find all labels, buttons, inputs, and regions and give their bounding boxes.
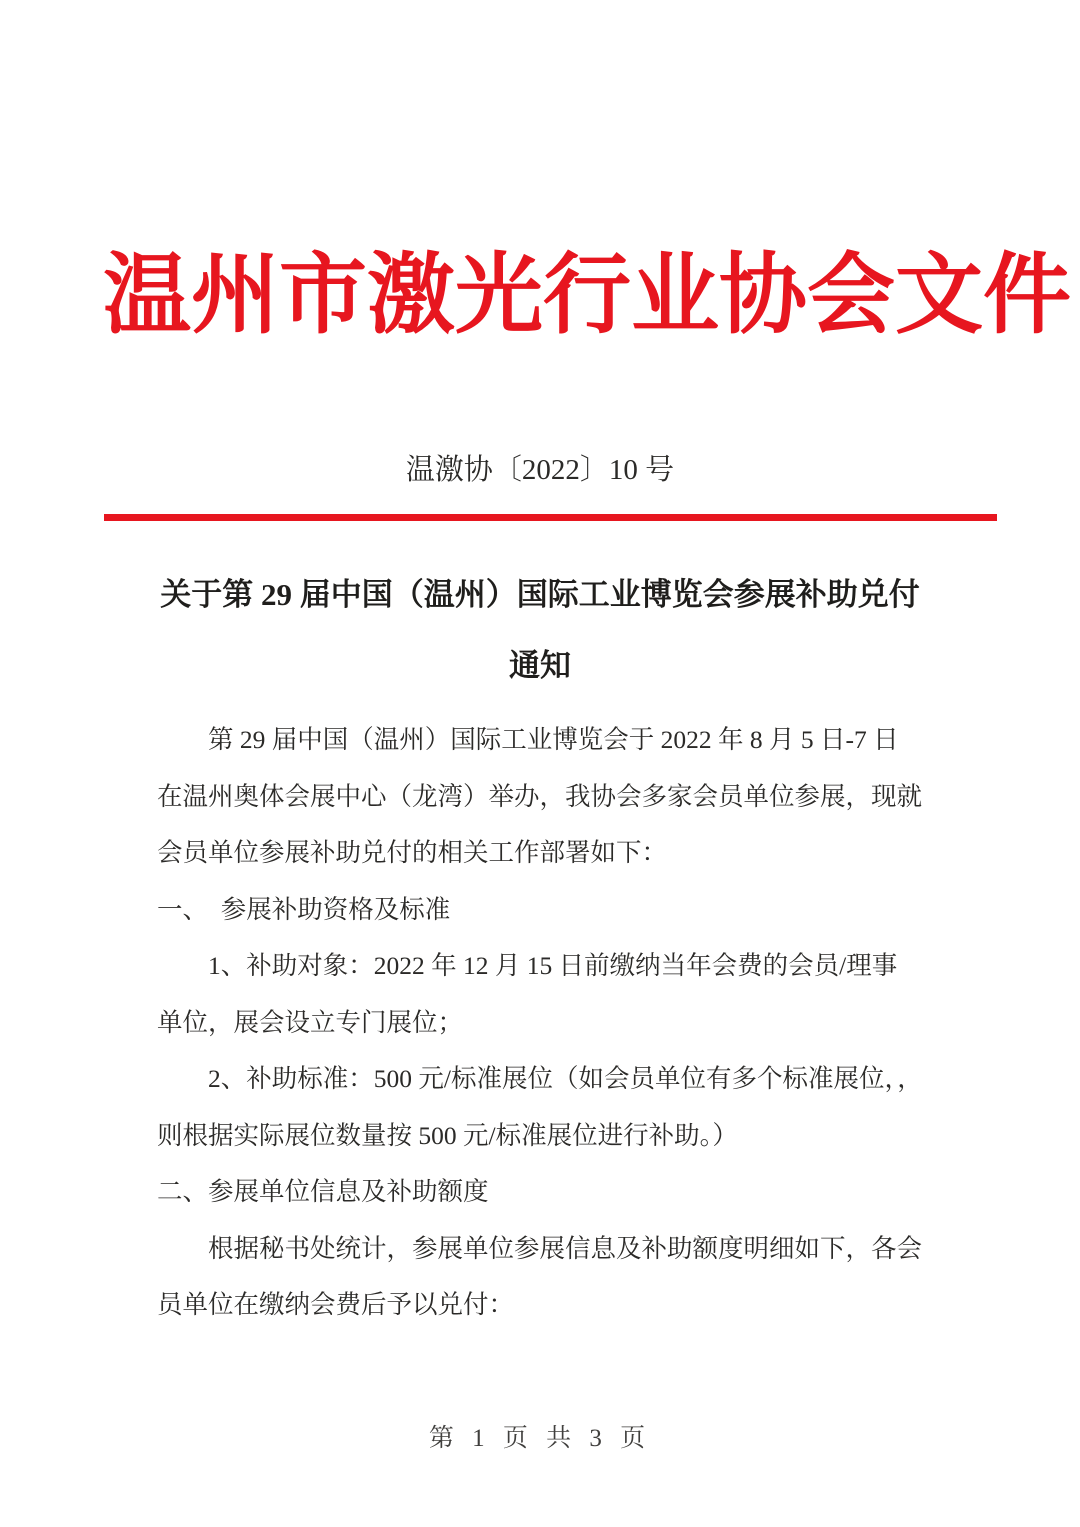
doc-number: 温激协〔2022〕10 号 xyxy=(405,454,675,486)
red-separator-line xyxy=(104,514,997,521)
document-body xyxy=(157,712,927,1334)
body-line: 1、补助对象：2022 年 12 月 15 日前缴纳当年会费的会员/理事 xyxy=(208,951,898,980)
page-footer: 第 1 页 共 3 页 xyxy=(428,1425,652,1452)
body-line-section-2: 二、参展单位信息及补助额度 xyxy=(157,1177,489,1206)
body-line: 员单位在缴纳会费后予以兑付： xyxy=(157,1290,515,1319)
body-line: 2、补助标准：500 元/标准展位（如会员单位有多个标准展位，， xyxy=(208,1064,923,1093)
org-title-banner: 温州市激光行业协会文件 xyxy=(103,248,1072,345)
body-line: 单位，展会设立专门展位； xyxy=(157,1007,464,1037)
body-line: 则根据实际展位数量按 500 元/标准展位进行补助。） xyxy=(157,1120,738,1150)
body-line: 根据秘书处统计，参展单位参展信息及补助额度明细如下，各会 xyxy=(208,1233,923,1263)
doc-title: 关于第 29 届中国（温州）国际工业博览会参展补助兑付 xyxy=(160,577,920,612)
doc-subtitle: 通知 xyxy=(509,648,571,683)
body-line: 在温州奥体会展中心（龙湾）举办，我协会多家会员单位参展，现就 xyxy=(157,781,923,811)
body-line: 第 29 届中国（温州）国际工业博览会于 2022 年 8 月 5 日-7 日 xyxy=(208,725,899,754)
body-line-section-1: 一、 参展补助资格及标准 xyxy=(157,894,451,924)
body-line: 会员单位参展补助兑付的相关工作部署如下： xyxy=(157,838,668,867)
